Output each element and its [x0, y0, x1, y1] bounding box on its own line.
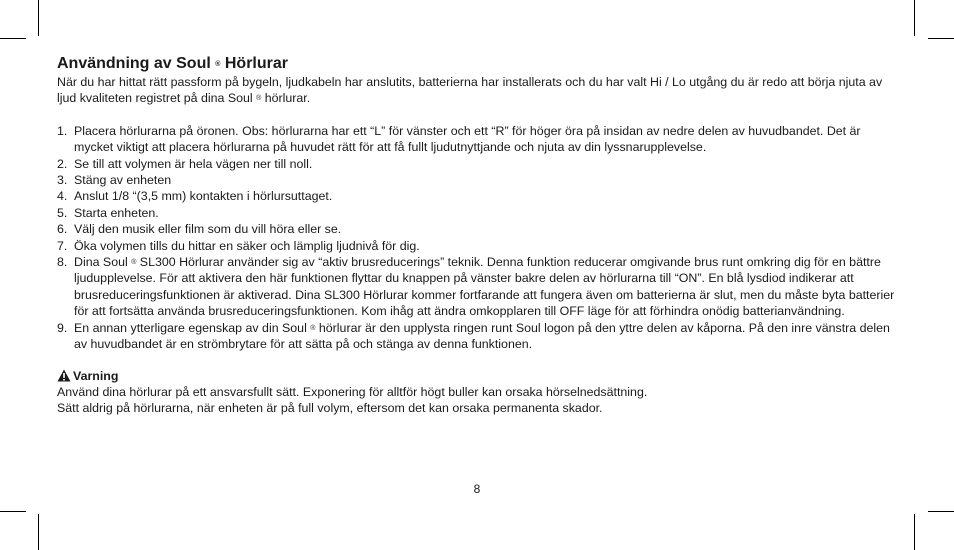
- warning-line: Sätt aldrig på hörlurarna, när enheten är på full volym, eftersom det kan orsaka permanenta skador.: [57, 401, 603, 416]
- list-item-text: Starta enheten.: [74, 205, 159, 220]
- list-item-number: 6.: [57, 222, 68, 237]
- list-item: [57, 254, 899, 320]
- instruction-list: [57, 123, 899, 353]
- list-item-number: 8.: [57, 255, 68, 270]
- crop-mark: [0, 511, 26, 512]
- intro-text: När du har hittat rätt passform på bygeln, ljudkabeln har anslutits, batterierna har installerats och du har valt Hi / Lo utgång du är redo att börja njuta av ljud kvaliteten registret på dina Soul: [57, 75, 883, 106]
- page-content: [57, 54, 899, 417]
- crop-mark: [38, 514, 39, 550]
- crop-mark: [0, 38, 26, 39]
- list-item: [57, 320, 899, 353]
- list-item-number: 9.: [57, 320, 68, 335]
- warning-heading-text: Varning: [73, 368, 119, 383]
- list-item-number: 1.: [57, 123, 68, 138]
- list-item-text-end: hörlurar är den upplysta ringen runt Soul logon på den yttre delen av kåporna. På den inre vänstra delen av huvudbandet är en strömbrytare för att sätta på och stänga av denna funktionen.: [74, 320, 890, 352]
- intro-paragraph: [57, 74, 899, 107]
- list-item: [57, 238, 899, 254]
- list-item-text: Öka volymen tills du hittar en säker och lämplig ljudnivå för dig.: [74, 238, 420, 253]
- crop-mark: [914, 514, 915, 550]
- warning-triangle-icon: [57, 369, 71, 382]
- list-item-number: 3.: [57, 173, 68, 188]
- list-item-text: Stäng av enheten: [74, 173, 172, 188]
- list-item: [57, 188, 899, 204]
- crop-mark: [928, 38, 954, 39]
- list-item: [57, 156, 899, 172]
- list-item: [57, 172, 899, 188]
- crop-mark: [38, 0, 39, 36]
- list-item-text: Se till att volymen är hela vägen ner till noll.: [74, 156, 313, 171]
- registered-mark: ®: [215, 61, 221, 68]
- list-item-text: Placera hörlurarna på öronen. Obs: hörlurarna har ett “L” för vänster och ett “R” för höger öra på insidan av nedre delen av huvudbandet. Det är mycket viktigt att placera hörlurarna på huvudet rätt för att få fullt ljudutnyttjande och njuta av din lyssnarupplevelse.: [74, 123, 861, 155]
- list-item-text: Dina Soul: [74, 255, 128, 270]
- crop-mark: [928, 511, 954, 512]
- page-number: 8: [473, 482, 481, 496]
- registered-mark: ®: [256, 95, 262, 103]
- registered-mark: ®: [131, 259, 137, 267]
- list-item-text: Anslut 1/8 “(3,5 mm) kontakten i hörlursuttaget.: [74, 189, 333, 204]
- list-item: [57, 205, 899, 221]
- intro-text-end: hörlurar.: [261, 91, 311, 106]
- page-title: [57, 54, 899, 74]
- list-item: [57, 221, 899, 237]
- list-item-number: 2.: [57, 156, 68, 171]
- registered-mark: ®: [310, 324, 316, 332]
- list-item-number: 7.: [57, 238, 68, 253]
- title-text: Användning av Soul: [57, 55, 211, 72]
- list-item-text-end: SL300 Hörlurar använder sig av “aktiv brusreducerings” teknik. Denna funktion reducerar omgivande brus runt omkring dig för en bättre ljudupplevelse. För att aktivera den här funktionen flyttar du knappen på vänster bakre delen av hörlurarna till “ON”. En blå lysdiod indikerar att brusreduceringsfunktionen är aktiverad. Dina SL300 Hörlurar kommer fortfarande att fungera även om batterierna är slut, men du måste byta batterier för att fortsätta använda brusreduceringsfunktionen. Kom ihåg att ändra omkopplaren till OFF läge för att förhindra onödig batterianvändning.: [74, 255, 895, 319]
- list-item: [57, 123, 899, 156]
- warning-line: Använd dina hörlurar på ett ansvarsfullt sätt. Exponering för alltför högt buller kan orsaka hörselnedsättning.: [57, 384, 648, 399]
- title-suffix: Hörlurar: [220, 55, 288, 72]
- list-item-number: 5.: [57, 205, 68, 220]
- list-item-number: 4.: [57, 189, 68, 204]
- crop-mark: [914, 0, 915, 36]
- warning-heading: [57, 368, 899, 384]
- list-item-text: En annan ytterligare egenskap av din Soul: [74, 320, 307, 335]
- list-item-text: Välj den musik eller film som du vill höra eller se.: [74, 222, 342, 237]
